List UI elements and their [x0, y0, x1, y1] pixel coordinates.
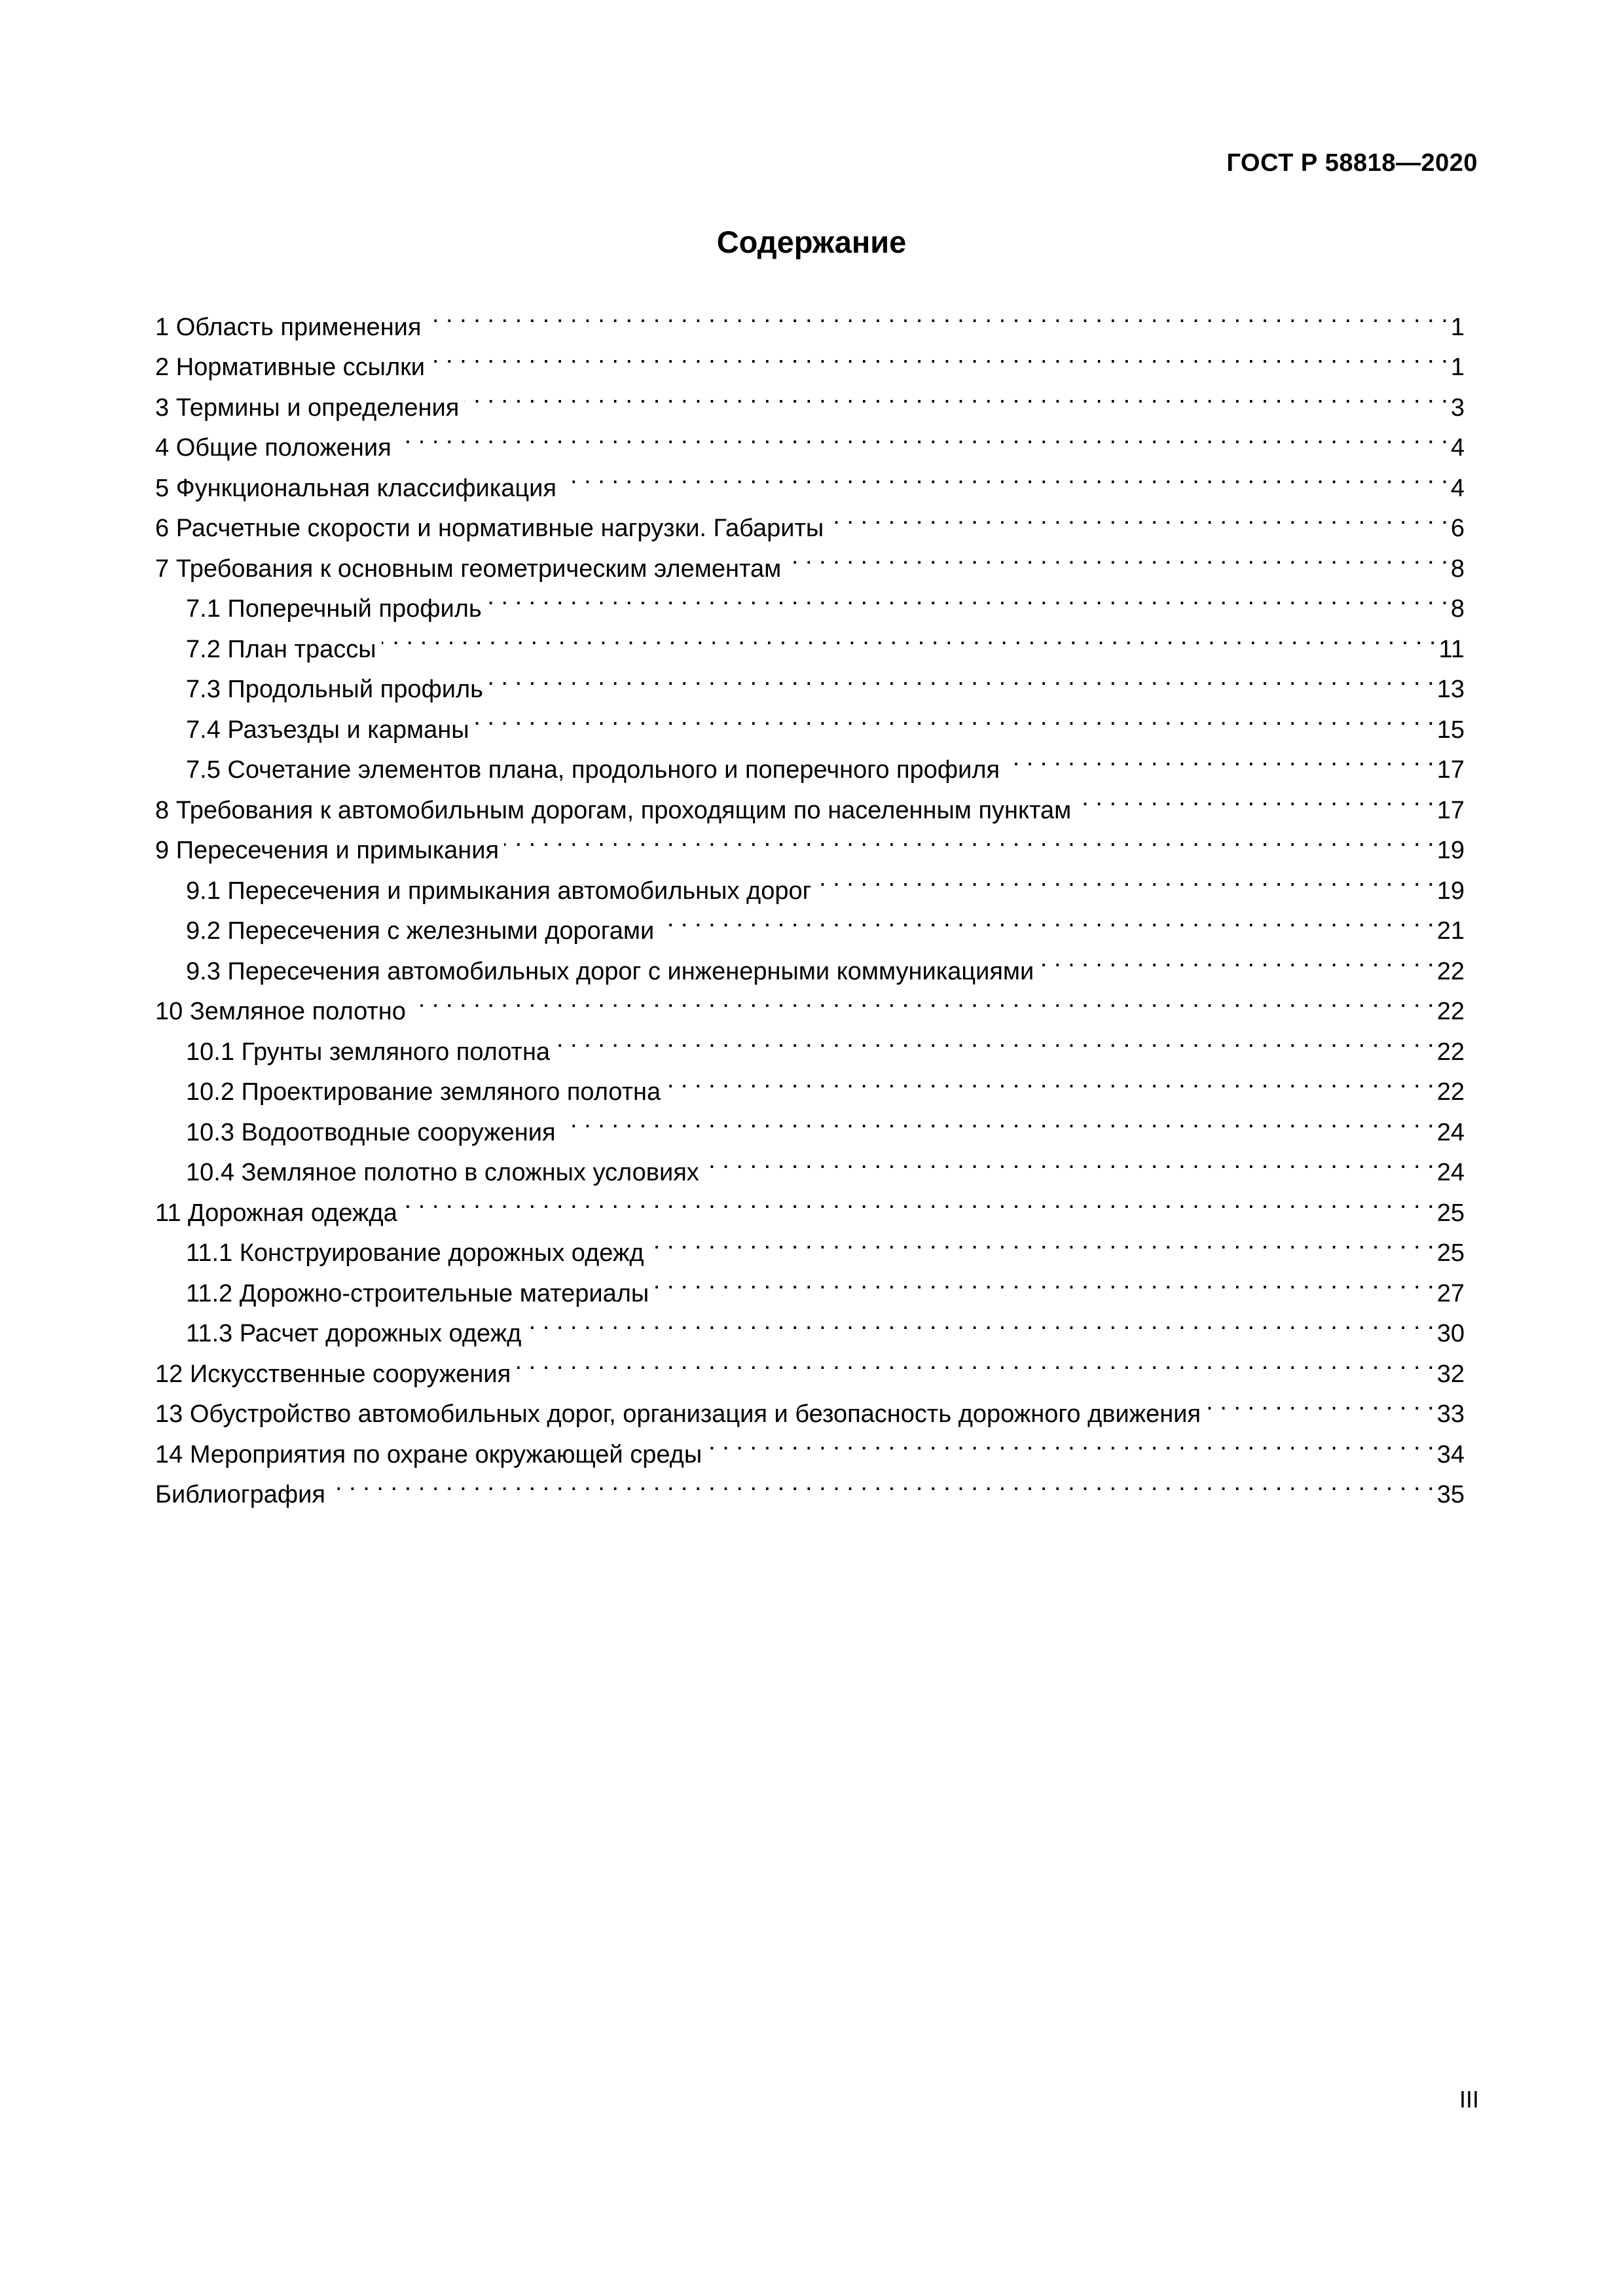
toc-entry-page: 3 — [1450, 393, 1465, 422]
toc-entry-label: 10.1 Грунты земляного полотна — [186, 1038, 551, 1066]
toc-leader-dots — [659, 899, 1434, 939]
toc-entry-page: 1 — [1450, 354, 1465, 381]
toc-entry-label: 2 Нормативные ссылки — [155, 354, 425, 381]
toc-leader-dots — [666, 1060, 1434, 1101]
toc-entry-label: 9 Пересечения и примыкания — [155, 837, 500, 864]
table-of-contents — [155, 295, 1465, 1508]
toc-entry-page: 30 — [1436, 1320, 1465, 1347]
toc-leader-dots — [331, 1463, 1434, 1503]
toc-entry-page: 13 — [1436, 676, 1465, 703]
toc-entry-label: 9.3 Пересечения автомобильных дорог с инженерными коммуникациями — [186, 957, 1034, 985]
toc-entry-page: 1 — [1450, 313, 1465, 341]
toc-entry-page: 27 — [1436, 1279, 1465, 1307]
toc-entry-page: 35 — [1436, 1481, 1465, 1508]
toc-leader-dots — [464, 375, 1448, 416]
toc-leader-dots — [555, 1019, 1434, 1060]
toc-entry-label: 10.4 Земляное полотно в сложных условиях — [186, 1159, 699, 1186]
toc-entry-label: 11.2 Дорожно-строительные материалы — [186, 1279, 649, 1307]
toc-entry-page: 33 — [1436, 1400, 1465, 1428]
toc-leader-dots — [654, 1261, 1434, 1302]
toc-leader-dots — [504, 818, 1434, 859]
toc-entry-page: 34 — [1436, 1440, 1465, 1468]
toc-entry-label: 7.4 Разъезды и карманы — [186, 716, 469, 744]
toc-leader-dots — [475, 697, 1434, 738]
toc-leader-dots — [704, 1140, 1434, 1181]
toc-entry-label: 10.2 Проектирование земляного полотна — [186, 1078, 661, 1106]
toc-entry-label: 8 Требования к автомобильным дорогам, проходящим по населенным пунктам — [155, 796, 1072, 824]
toc-leader-dots — [382, 617, 1436, 657]
toc-entry-page: 8 — [1450, 555, 1465, 583]
page-number: III — [1459, 2086, 1479, 2113]
toc-leader-dots — [1039, 939, 1434, 979]
toc-entry-label: 11.3 Расчет дорожных одежд — [186, 1320, 522, 1347]
toc-entry-page: 15 — [1436, 716, 1465, 744]
toc-entry-label: 7.2 План трассы — [186, 635, 376, 663]
toc-entry-page: 6 — [1450, 515, 1465, 542]
toc-entry-label: 1 Область применения — [155, 313, 422, 341]
toc-leader-dots — [1005, 738, 1434, 778]
toc-leader-dots — [411, 979, 1434, 1020]
toc-entry-page: 4 — [1450, 474, 1465, 502]
toc-leader-dots — [707, 1422, 1434, 1463]
toc-leader-dots — [526, 1302, 1434, 1342]
toc-entry-page: 22 — [1436, 957, 1465, 985]
toc-entry-label: 4 Общие положения — [155, 434, 392, 462]
toc-leader-dots — [426, 295, 1448, 335]
toc-entry-page: 19 — [1436, 877, 1465, 905]
toc-entry-label: 10.3 Водоотводные сооружения — [186, 1118, 556, 1146]
document-code: ГОСТ Р 58818—2020 — [1226, 149, 1478, 177]
toc-entry-label: 10 Земляное полотно — [155, 998, 406, 1025]
toc-entry-page: 8 — [1450, 595, 1465, 623]
toc-leader-dots — [487, 577, 1448, 617]
toc-entry-page: 32 — [1436, 1360, 1465, 1388]
page-title: Содержание — [716, 225, 907, 259]
toc-entry-label: 9.2 Пересечения с железными дорогами — [186, 917, 655, 945]
toc-entry-label: Библиография — [155, 1481, 325, 1508]
toc-entry-label: 12 Искусственные сооружения — [155, 1360, 511, 1388]
toc-entry-page: 25 — [1436, 1239, 1465, 1267]
toc-entry-label: 7.1 Поперечный профиль — [186, 595, 482, 623]
toc-entry-page: 24 — [1436, 1118, 1465, 1146]
toc-entry-label: 11 Дорожная одежда — [155, 1199, 397, 1227]
toc-entry-page: 17 — [1436, 796, 1465, 824]
toc-entry-page: 11 — [1438, 635, 1465, 663]
toc-entry-page: 17 — [1436, 756, 1465, 784]
toc-entry-label: 14 Мероприятия по охране окружающей среды — [155, 1440, 702, 1468]
toc-leader-dots — [516, 1341, 1434, 1382]
toc-entry[interactable] — [155, 295, 1465, 341]
toc-leader-dots — [786, 536, 1448, 577]
toc-entry-page: 22 — [1436, 1078, 1465, 1106]
toc-entry-label: 7.5 Сочетание элементов плана, продольного и поперечного профиля — [186, 756, 1000, 784]
toc-leader-dots — [397, 416, 1448, 456]
toc-entry-label: 13 Обустройство автомобильных дорог, организация и безопасность дорожного движения — [155, 1400, 1201, 1428]
toc-entry-page: 24 — [1436, 1159, 1465, 1186]
toc-leader-dots — [430, 335, 1448, 376]
toc-leader-dots — [488, 657, 1434, 698]
toc-entry-label: 7 Требования к основным геометрическим элементам — [155, 555, 782, 583]
toc-entry-page: 21 — [1436, 917, 1465, 945]
toc-entry-page: 4 — [1450, 434, 1465, 462]
toc-entry-page: 19 — [1436, 837, 1465, 864]
toc-leader-dots — [1076, 778, 1434, 818]
toc-leader-dots — [829, 496, 1448, 537]
toc-entry-label: 9.1 Пересечения и примыкания автомобильных дорог — [186, 877, 812, 905]
toc-leader-dots — [649, 1221, 1434, 1262]
toc-leader-dots — [562, 456, 1448, 496]
toc-leader-dots — [1206, 1382, 1434, 1423]
toc-entry-label: 5 Функциональная классификация — [155, 474, 556, 502]
toc-entry-label: 6 Расчетные скорости и нормативные нагрузки. Габариты — [155, 515, 824, 542]
toc-entry-label: 11.1 Конструирование дорожных одежд — [186, 1239, 644, 1267]
toc-entry[interactable] — [155, 1463, 1465, 1508]
toc-leader-dots — [561, 1100, 1434, 1140]
toc-entry-label: 7.3 Продольный профиль — [186, 676, 483, 703]
toc-entry-label: 3 Термины и определения — [155, 393, 460, 422]
toc-leader-dots — [403, 1180, 1434, 1221]
toc-entry-page: 22 — [1436, 998, 1465, 1025]
toc-entry-page: 22 — [1436, 1038, 1465, 1066]
toc-entry-page: 25 — [1436, 1199, 1465, 1227]
toc-leader-dots — [816, 858, 1434, 899]
